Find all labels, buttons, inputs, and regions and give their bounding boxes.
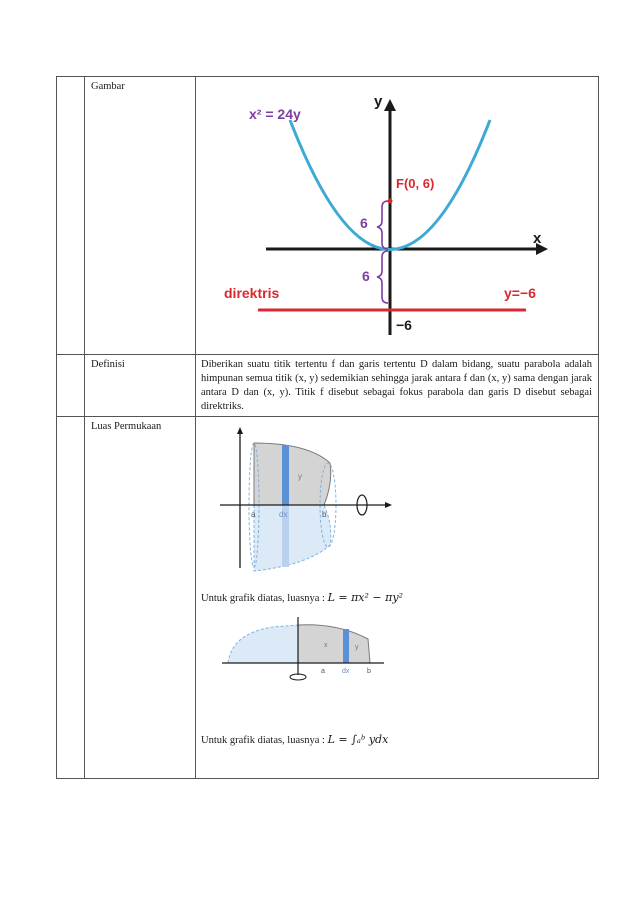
row-luas-permukaan <box>57 417 599 779</box>
surface-cell <box>196 417 599 779</box>
shaded-region <box>298 625 370 663</box>
dx-strip <box>343 629 349 663</box>
reflected-region <box>254 505 331 571</box>
content-table <box>56 76 599 779</box>
y-axis-arrow <box>384 99 396 111</box>
index-cell <box>57 77 85 355</box>
surface-figure-x-rotation <box>216 423 416 578</box>
directrix-tick-label: −6 <box>396 317 412 333</box>
upper-distance-label: 6 <box>360 215 368 231</box>
row-definisi <box>57 355 599 417</box>
lower-brace <box>377 251 388 303</box>
dx-strip <box>282 445 289 505</box>
definition-cell <box>196 355 599 417</box>
row-label: Luas Permukaan <box>85 417 196 779</box>
formula-2: L = ∫ₐᵇ ydx <box>327 733 389 746</box>
label-dx: dx <box>342 668 350 675</box>
row-label: Gambar <box>85 77 196 355</box>
directrix-label: direktris <box>224 285 280 301</box>
shaded-region <box>254 443 331 505</box>
equation-label: x² = 24y <box>249 106 301 122</box>
index-cell <box>57 417 85 779</box>
definition-text: Diberikan suatu titik tertentu f dan garis tertentu D dalam bidang, suatu parabola adalah himpunan semua titik (x, y) sedemikian sehingga jarak antara f dan (x, y) sama dengan jarak antara D dan (x, y). Titik f disebut sebagai fokus parabola dan garis D disebut sebagai direktriks. <box>201 359 592 412</box>
label-y: y <box>298 472 302 481</box>
label-y: y <box>355 644 359 651</box>
y-axis-arrow <box>237 427 243 434</box>
label-b: b <box>367 668 371 675</box>
figure-cell <box>196 77 599 355</box>
y-axis-label: y <box>374 93 383 110</box>
lower-distance-label: 6 <box>362 268 370 284</box>
caption-1-prefix: Untuk grafik diatas, luasnya : <box>201 593 328 604</box>
label-a: a <box>251 510 256 519</box>
caption-2-prefix: Untuk grafik diatas, luasnya : <box>201 735 328 746</box>
upper-brace <box>377 201 388 249</box>
label-a: a <box>321 668 325 675</box>
row-gambar <box>57 77 599 355</box>
label-b: b <box>322 510 327 519</box>
surface-figure-y-rotation <box>218 613 388 685</box>
focus-label: F(0, 6) <box>396 176 435 191</box>
label-dx: dx <box>279 510 288 519</box>
x-axis-arrow <box>385 502 392 508</box>
caption-2 <box>201 733 388 746</box>
x-axis-label: x <box>533 230 542 247</box>
row-label: Definisi <box>85 355 196 417</box>
formula-1: L = πx² − πy² <box>327 591 403 604</box>
index-cell <box>57 355 85 417</box>
focus-point <box>388 199 393 204</box>
caption-1 <box>201 591 403 604</box>
reflected-region <box>228 625 298 663</box>
directrix-equation: y=−6 <box>504 285 536 301</box>
parabola-figure <box>196 77 610 355</box>
label-x: x <box>324 642 328 649</box>
